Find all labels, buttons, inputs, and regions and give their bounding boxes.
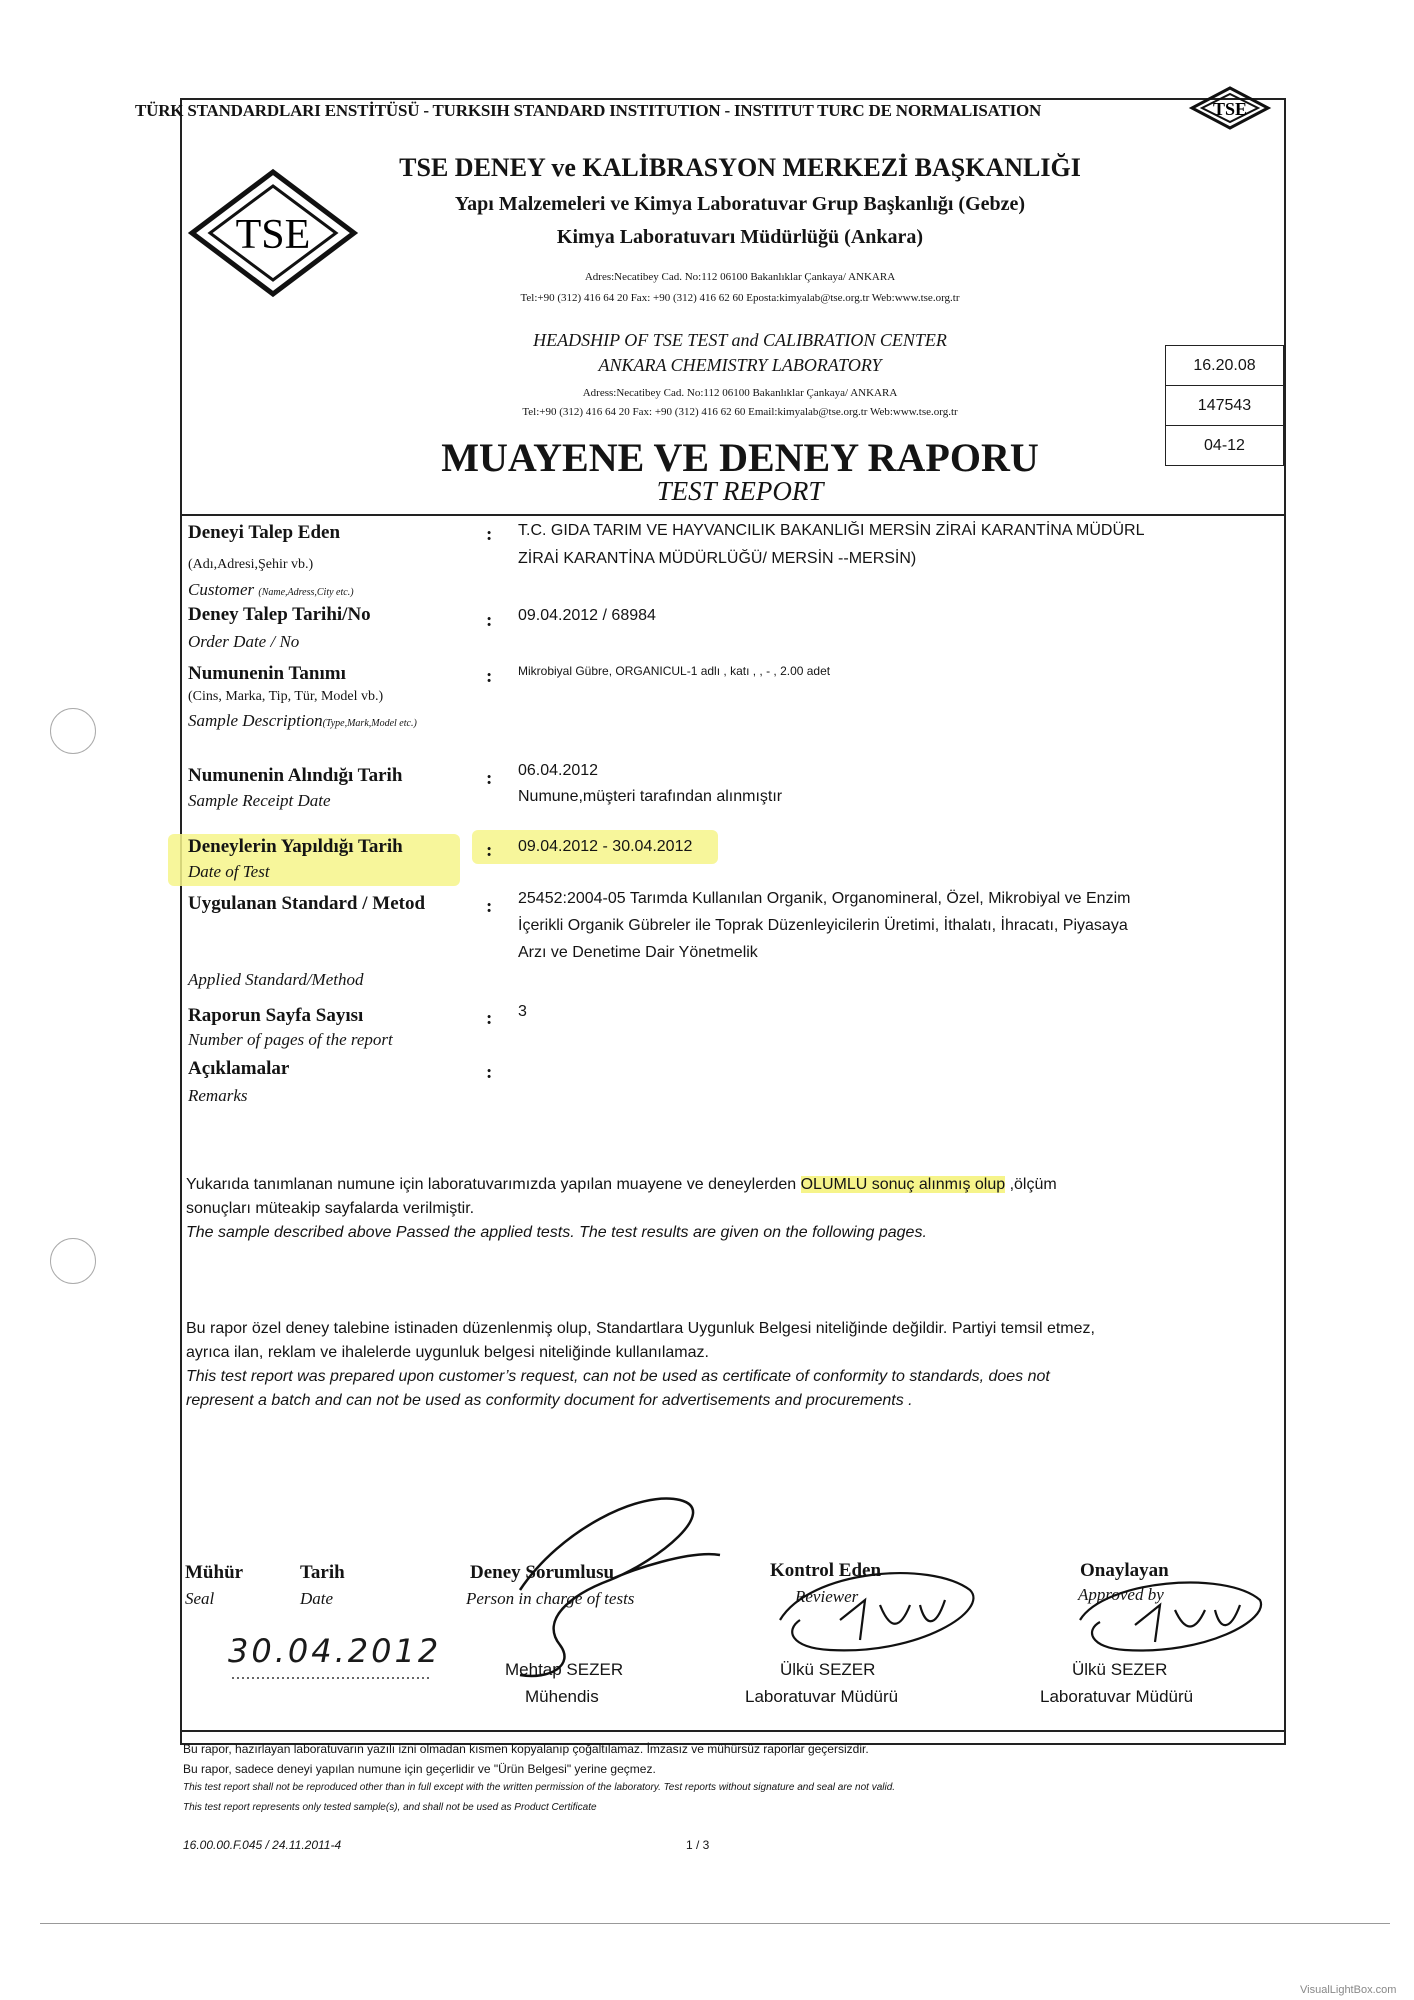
- date-label: Tarih: [300, 1562, 345, 1583]
- disclaimer-tr-1: Bu rapor özel deney talebine istinaden düzenlenmiş olup, Standartlara Uygunluk Belgesi niteliğinde değildir. Partiyi temsil etmez,: [186, 1320, 1095, 1337]
- address-en: Adress:Necatibey Cad. No:112 06100 Bakanlıklar Çankaya/ ANKARA: [582, 387, 898, 399]
- report-code-box: [1165, 345, 1284, 466]
- customer-en-sub: (Name,Adress,City etc.): [258, 587, 354, 598]
- result-text-2: sonuçları müteakip sayfalarda verilmiştir.: [186, 1200, 475, 1217]
- standard-label: Uygulanan Standard / Metod: [188, 893, 426, 914]
- group-title: Yapı Malzemeleri ve Kimya Laboratuvar Grup Başkanlığı (Gebze): [454, 193, 1026, 215]
- customer-colon: :: [486, 524, 493, 545]
- pages-colon: :: [486, 1008, 493, 1029]
- customer-label: Deneyi Talep Eden: [188, 522, 341, 543]
- watermark: VisualLightBox.com: [1300, 1984, 1397, 1996]
- approver-en: Approved by: [1078, 1585, 1164, 1604]
- seal-label: Mühür: [185, 1562, 244, 1583]
- phone-en: Tel:+90 (312) 416 64 20 Fax: +90 (312) 416 62 60 Email:kimyalab@tse.org.tr Web:www.tse.org.tr: [522, 406, 958, 418]
- sample-value: Mikrobiyal Gübre, ORGANICUL-1 adlı , katı , , - , 2.00 adet: [518, 664, 831, 678]
- standard-en: Applied Standard/Method: [188, 970, 364, 989]
- address-tr: Adres:Necatibey Cad. No:112 06100 Bakanlıklar Çankaya/ ANKARA: [584, 271, 896, 283]
- pages-value: 3: [518, 1003, 527, 1020]
- test-date-value: 09.04.2012 - 30.04.2012: [518, 838, 693, 855]
- receipt-en: Sample Receipt Date: [188, 791, 331, 810]
- responsible-title: Mühendis: [525, 1687, 599, 1706]
- customer-en: Customer (Name,Adress,City etc.): [188, 580, 354, 599]
- responsible-en: Person in charge of tests: [466, 1589, 635, 1608]
- center-title-en: HEADSHIP OF TSE TEST and CALIBRATION CENTER: [533, 330, 947, 350]
- remarks-colon: :: [486, 1062, 493, 1083]
- standard-value-2: İçerikli Organik Gübreler ile Toprak Düzenleyicilerin Üretimi, İthalatı, İhracatı, Piyasaya: [518, 917, 1128, 934]
- form-code: 16.00.00.F.045 / 24.11.2011-4: [183, 1838, 342, 1852]
- signature-reviewer: [770, 1560, 990, 1670]
- lab-title: Kimya Laboratuvarı Müdürlüğü (Ankara): [556, 226, 924, 248]
- footer-line-1: Bu rapor, hazırlayan laboratuvarın yazılı izni olmadan kısmen kopyalanıp çoğaltılamaz. İmzasız ve mühürsüz raporlar geçersizdir.: [183, 1742, 869, 1756]
- responsible-label: Deney Sorumlusu: [470, 1562, 615, 1583]
- remarks-en: Remarks: [188, 1086, 248, 1105]
- approver-title: Laboratuvar Müdürü: [1040, 1687, 1194, 1706]
- test-date-colon: :: [486, 840, 493, 861]
- header-divider: [180, 514, 1284, 516]
- footer-line-2: Bu rapor, sadece deneyi yapılan numune için geçerlidir ve "Ürün Belgesi" yerine geçmez.: [183, 1762, 656, 1776]
- signature-approver: [1075, 1570, 1275, 1670]
- receipt-value-2: Numune,müşteri tarafından alınmıştır: [518, 788, 783, 805]
- sample-colon: :: [486, 666, 493, 687]
- standard-value-3: Arzı ve Denetime Dair Yönetmelik: [518, 944, 758, 961]
- code-3: 04-12: [1204, 437, 1245, 454]
- customer-value-2: ZİRAİ KARANTİNA MÜDÜRLÜĞÜ/ MERSİN --MERSİN): [518, 550, 917, 567]
- order-colon: :: [486, 610, 493, 631]
- center-title: TSE DENEY ve KALİBRASYON MERKEZİ BAŞKANLIĞI: [399, 153, 1081, 182]
- responsible-name: Mehtap SEZER: [505, 1660, 624, 1679]
- standard-colon: :: [486, 896, 493, 917]
- test-date-label: Deneylerin Yapıldığı Tarih: [188, 836, 403, 857]
- receipt-label: Numunenin Alındığı Tarih: [188, 765, 403, 786]
- punch-hole-top: [50, 708, 96, 754]
- disclaimer-en-2: represent a batch and can not be used as conformity document for advertisements and procurements .: [186, 1392, 913, 1409]
- punch-hole-bottom: [50, 1238, 96, 1284]
- approver-name: Ülkü SEZER: [1072, 1660, 1168, 1679]
- pages-label: Raporun Sayfa Sayısı: [188, 1005, 364, 1026]
- result-highlight: OLUMLU sonuç alınmış olup: [800, 1176, 1006, 1193]
- report-subtitle: TEST REPORT: [656, 476, 824, 506]
- reviewer-title: Laboratuvar Müdürü: [745, 1687, 899, 1706]
- sample-sub: (Cins, Marka, Tip, Tür, Model vb.): [188, 689, 384, 704]
- order-label: Deney Talep Tarihi/No: [188, 604, 371, 625]
- handwritten-date: 30.04.2012: [228, 1632, 442, 1670]
- result-text: Yukarıda tanımlanan numune için laboratuvarımızda yapılan muayene ve deneylerden OLUMLU sonuç alınmış olup ,ölçüm: [186, 1176, 1057, 1193]
- reviewer-label: Kontrol Eden: [770, 1560, 882, 1581]
- signature-responsible: [480, 1470, 740, 1690]
- page-number: 1 / 3: [686, 1838, 710, 1852]
- customer-sub: (Adı,Adresi,Şehir vb.): [188, 557, 314, 572]
- footer-line-3: This test report shall not be reproduced other than in full except with the written permission of the laboratory. Test reports without signature and seal are not valid.: [183, 1782, 896, 1793]
- date-dotted-line: [232, 1676, 432, 1680]
- code-1: 16.20.08: [1193, 357, 1256, 374]
- test-date-en: Date of Test: [188, 862, 270, 881]
- sample-label: Numunenin Tanımı: [188, 663, 346, 684]
- pages-en: Number of pages of the report: [188, 1030, 393, 1049]
- footer-line-4: This test report represents only tested sample(s), and shall not be used as Product Certificate: [183, 1802, 597, 1813]
- code-2: 147543: [1197, 397, 1252, 414]
- disclaimer-tr-2: ayrıca ilan, reklam ve ihalelerde uygunluk belgesi niteliğinde kullanılamaz.: [186, 1344, 709, 1361]
- order-en: Order Date / No: [188, 632, 300, 651]
- reviewer-name: Ülkü SEZER: [780, 1660, 876, 1679]
- sample-en-sub: (Type,Mark,Model etc.): [322, 718, 417, 729]
- tse-logo-large-text: TSE: [235, 212, 311, 258]
- lab-title-en: ANKARA CHEMISTRY LABORATORY: [598, 355, 882, 375]
- remarks-label: Açıklamalar: [188, 1058, 290, 1079]
- disclaimer-en-1: This test report was prepared upon customer’s request, can not be used as certificate of conformity to standards, does not: [186, 1368, 1050, 1385]
- institutes-bar: TÜRK STANDARDLARI ENSTİTÜSÜ - TURKSIH STANDARD INSTITUTION - INSTITUT TURC DE NORMALISATION: [135, 101, 1042, 120]
- result-text-en: The sample described above Passed the applied tests. The test results are given on the following pages.: [186, 1224, 927, 1241]
- receipt-colon: :: [486, 768, 493, 789]
- receipt-value-1: 06.04.2012: [518, 762, 599, 779]
- reviewer-en: Reviewer: [795, 1587, 859, 1606]
- standard-value-1: 25452:2004-05 Tarımda Kullanılan Organik, Organomineral, Özel, Mikrobiyal ve Enzim: [518, 890, 1131, 907]
- approver-label: Onaylayan: [1080, 1560, 1169, 1581]
- tse-logo-small-text: TSE: [1212, 99, 1248, 119]
- report-title: MUAYENE VE DENEY RAPORU: [441, 435, 1039, 480]
- tse-logo-small: [1190, 86, 1270, 130]
- sample-en: Sample Description(Type,Mark,Model etc.): [188, 711, 417, 730]
- tse-logo-large: [188, 168, 358, 298]
- seal-en: Seal: [185, 1589, 215, 1608]
- scan-line: [40, 1923, 1390, 1924]
- phone-tr: Tel:+90 (312) 416 64 20 Fax: +90 (312) 416 62 60 Eposta:kimyalab@tse.org.tr Web:www.tse.org.tr: [520, 292, 960, 304]
- customer-value-1: T.C. GIDA TARIM VE HAYVANCILIK BAKANLIĞI MERSİN ZİRAİ KARANTİNA MÜDÜRL: [518, 522, 1145, 539]
- order-value: 09.04.2012 / 68984: [518, 607, 656, 624]
- footer-divider: [180, 1730, 1284, 1732]
- date-en: Date: [300, 1589, 334, 1608]
